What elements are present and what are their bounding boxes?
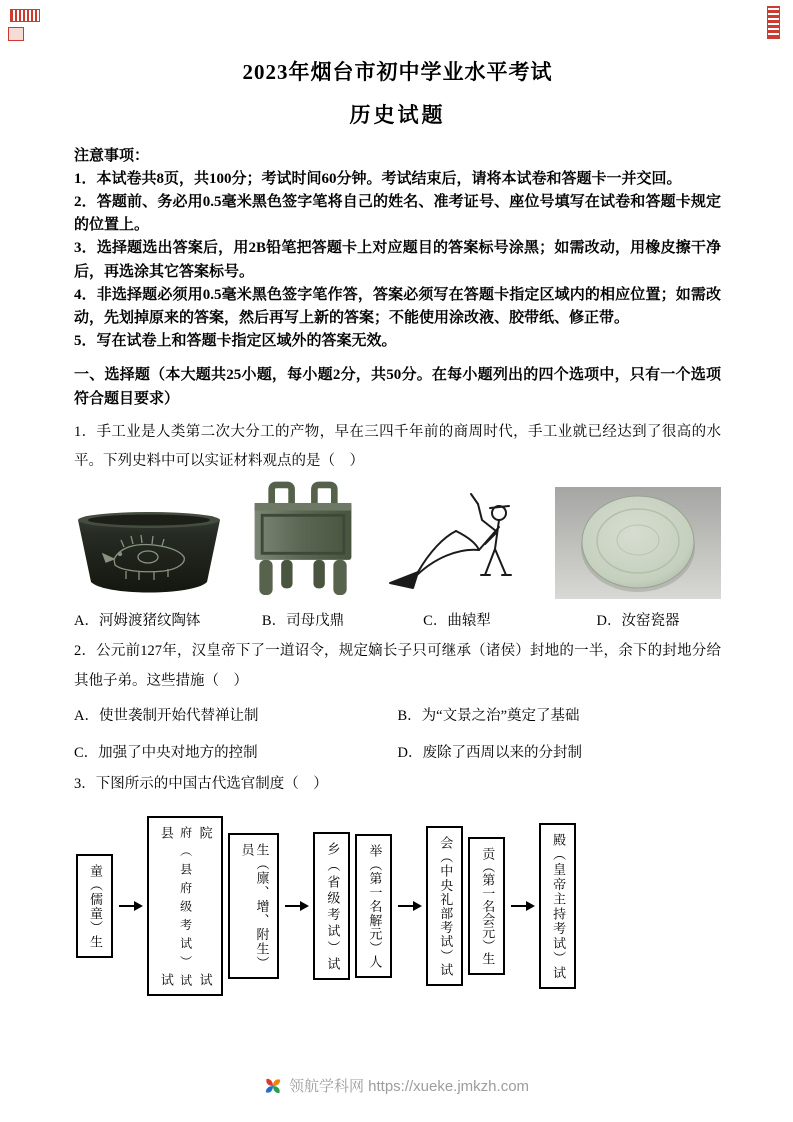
notice-item-3: 3．选择题选出答案后，用2B铅笔把答题卡上对应题目的答案标号涂黑；如需改动，用橡皮擦干净后，再选涂其它答案标号。: [74, 240, 721, 280]
flow-group-provincial-exam: [313, 832, 392, 980]
flow-box-dianshi: [539, 823, 576, 989]
simuwu-ding-image: [247, 481, 359, 599]
hemudu-pottery-bowl-image: [74, 507, 224, 599]
question-3: [74, 770, 721, 996]
flow-box-huishi-label: 会（中央礼部考试）试: [438, 835, 454, 976]
red-stamp-icon: [767, 6, 780, 39]
question-1-text: 1．手工业是人类第二次大分工的产物，早在三四千年前的商周时代，手工业就已经达到了很高的水平。下列史料中可以实证材料观点的是（ ）: [74, 423, 721, 470]
section-1-heading: 一、选择题（本大题共25小题，每小题2分，共50分。在每小题列出的四个选项中，只有一个选项符合题目要求）: [74, 366, 721, 407]
flow-box-dianshi-label: 殿（皇帝主持考试）试: [551, 832, 567, 979]
flow-box-shengyuan-label: 生（廪、增、附生）员: [239, 842, 270, 969]
question-2-options: [74, 706, 721, 763]
notice-item-1: 1．本试卷共8页，共100分；考试时间60分钟。考试结束后，请将本试卷和答题卡一并交回。: [74, 170, 682, 187]
figure-c-caption: C．曲辕犁: [423, 612, 491, 629]
notice-section: [74, 145, 721, 354]
footer-watermark-text: 领航学科网 https://xueke.jmkzh.com: [288, 1078, 530, 1095]
arrow-right-icon: [511, 905, 533, 907]
page-title: 2023年烟台市初中学业水平考试: [242, 60, 553, 84]
question-2: [74, 637, 721, 763]
option-b: B．为“文景之治”奠定了基础: [397, 708, 580, 725]
flow-col-fushi: 府（县府级考试）试: [178, 825, 193, 986]
flow-col-xianshi: 县试: [158, 825, 174, 986]
flow-group-county-exams: [147, 816, 280, 996]
notice-item-4: 4．非选择题必须用0.5毫米黑色签字笔作答，答案必须写在答题卡指定区域内的相应位置；如需改动，先划掉原来的答案，然后再写上新的答案；不能使用涂改液、胶带纸、修正带。: [74, 286, 721, 326]
ru-kiln-plate-image: [555, 487, 721, 599]
option-d: D．废除了西周以来的分封制: [397, 744, 582, 761]
flow-box-tongsheng-label: 童（儒童）生: [87, 863, 103, 948]
notice-heading: 注意事项：: [74, 148, 150, 164]
question-1: [74, 418, 721, 630]
figure-simuwu-ding: [247, 481, 359, 630]
flow-box-tongsheng: [76, 854, 113, 958]
flow-box-shengyuan: [228, 833, 280, 979]
flow-box-juren: [355, 834, 392, 978]
option-c: C．加强了中央对地方的控制: [74, 744, 258, 761]
question-3-text: 3．下图所示的中国古代选官制度（ ）: [74, 775, 328, 792]
flow-box-xianfuyuan-exams: [147, 816, 223, 996]
arrow-right-icon: [119, 905, 141, 907]
notice-item-5: 5．写在试卷上和答题卡指定区域外的答案无效。: [74, 333, 397, 350]
q3-exam-system-flowchart: [76, 816, 721, 996]
flow-box-gongsheng: [468, 837, 505, 975]
footer-watermark: [0, 1075, 793, 1096]
page-subtitle: 历史试题: [349, 103, 446, 127]
flow-box-huishi: [426, 826, 463, 986]
flow-box-juren-label: 举（第一名解元）人: [367, 843, 383, 968]
xueke-logo-icon: [264, 1077, 282, 1095]
red-stamp-icon: [8, 27, 24, 41]
option-a: A．使世袭制开始代替禅让制: [74, 708, 259, 725]
flow-box-xiangshi-label: 乡（省级考试）试: [325, 841, 341, 970]
figure-ru-kiln-porcelain: [555, 487, 721, 630]
figure-a-caption: A．河姆渡猪纹陶钵: [74, 612, 201, 629]
figure-hemudu-pottery-bowl: [74, 507, 224, 630]
quyuan-plow-sketch-image: [382, 487, 532, 599]
notice-item-2: 2．答题前、务必用0.5毫米黑色签字笔将自己的姓名、准考证号、座位号填写在试卷和答题卡规定的位置上。: [74, 193, 721, 233]
flow-box-gongsheng-label: 贡（第一名会元）生: [480, 846, 496, 965]
figure-b-caption: B．司母戊鼎: [261, 612, 345, 629]
arrow-right-icon: [285, 905, 307, 907]
question-1-figures: [74, 481, 721, 630]
flow-box-xiangshi: [313, 832, 350, 980]
flow-col-yuanshi: 院试: [197, 825, 213, 986]
red-stamp-icon: [10, 9, 40, 22]
figure-quyuan-plow: [382, 487, 532, 630]
figure-d-caption: D．汝窑瓷器: [596, 612, 680, 629]
flow-group-metropolitan-exam: [426, 826, 505, 986]
arrow-right-icon: [398, 905, 420, 907]
question-2-text: 2．公元前127年，汉皇帝下了一道诏令，规定嫡长子只可继承（诸侯）封地的一半，余下的封地分给其他子弟。这些措施（ ）: [74, 642, 721, 689]
